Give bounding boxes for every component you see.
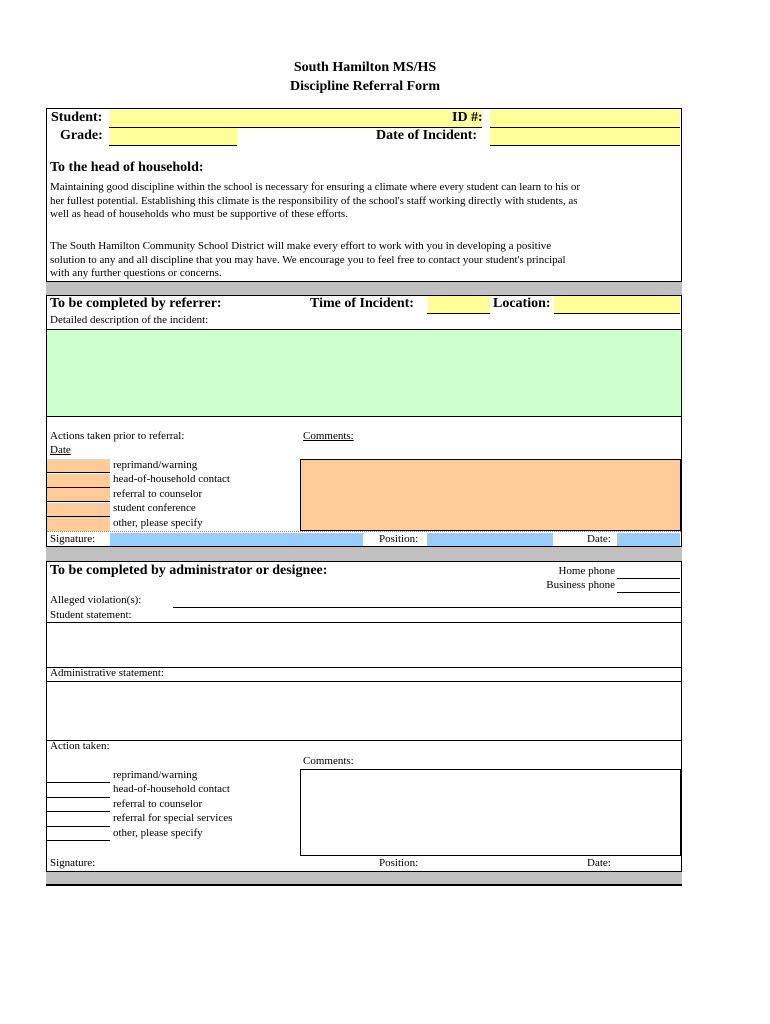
action-item: other, please specify [113, 517, 203, 529]
school-name: South Hamilton MS/HS [293, 60, 437, 75]
text-line: The South Hamilton Community School District will make every effort to work with you in developing a positive [50, 240, 552, 252]
admin-action-date-field[interactable] [47, 783, 110, 798]
text-line: solution to any and all discipline that you may have. We encourage you to feel free to contact your student's principal [50, 253, 566, 266]
action-item: student conference [113, 502, 196, 514]
action-item: referral to counselor [113, 488, 203, 500]
admin-action-date-field[interactable] [47, 827, 110, 841]
admin-date-label: Date: [587, 857, 611, 869]
student-statement-label: Student statement: [50, 609, 132, 621]
student-field[interactable] [109, 110, 482, 128]
action-taken-label: Action taken: [50, 740, 110, 752]
separator-bar [46, 547, 682, 561]
date-of-incident-field[interactable] [490, 128, 680, 146]
grade-label: Grade: [60, 128, 103, 143]
text-line: with any further questions or concerns. [50, 267, 222, 279]
action-item: reprimand/warning [113, 459, 198, 471]
action-item: head-of-household contact [113, 473, 230, 485]
description-label: Detailed description of the incident: [50, 314, 209, 326]
admin-signature-label: Signature: [50, 857, 96, 869]
signature-row-divider [47, 531, 681, 532]
student-label: Student: [51, 110, 103, 125]
admin-action-item: referral to counselor [113, 798, 203, 810]
separator-bar [46, 282, 682, 295]
admin-position-label: Position: [379, 857, 419, 869]
admin-action-date-field[interactable] [47, 812, 110, 827]
admin-statement-field[interactable] [47, 681, 681, 741]
admin-action-date-field[interactable] [47, 798, 110, 812]
admin-comments-field[interactable] [300, 769, 681, 856]
form-title: Discipline Referral Form [289, 79, 441, 94]
position-label: Position: [379, 533, 419, 545]
home-phone-field[interactable] [617, 564, 680, 579]
admin-action-item: referral for special services [113, 812, 233, 824]
alleged-violations-field[interactable] [173, 594, 681, 608]
student-statement-field[interactable] [47, 622, 681, 668]
text-line: her fullest potential. Establishing this climate is the responsibility of the school's staff working directly with students, as [50, 194, 578, 207]
admin-heading: To be completed by administrator or designee: [50, 563, 328, 578]
action-date-field[interactable] [47, 488, 110, 502]
date-column-label: Date [50, 444, 71, 456]
admin-statement-label: Administrative statement: [50, 667, 164, 679]
household-paragraph-1 [50, 181, 680, 222]
comments-field[interactable] [300, 459, 681, 531]
alleged-violations-label: Alleged violation(s): [50, 594, 142, 606]
action-date-field[interactable] [47, 503, 110, 517]
admin-action-item: head-of-household contact [113, 783, 230, 795]
location-label: Location: [493, 296, 551, 311]
action-date-field[interactable] [47, 517, 110, 531]
time-of-incident-field[interactable] [427, 296, 490, 314]
business-phone-label: Business phone [546, 579, 615, 591]
location-field[interactable] [554, 296, 680, 314]
time-of-incident-label: Time of Incident: [310, 296, 414, 311]
admin-action-item: other, please specify [113, 827, 203, 839]
description-field[interactable] [47, 329, 681, 417]
date-of-incident-label: Date of Incident: [376, 128, 478, 143]
referrer-heading: To be completed by referrer: [50, 296, 222, 311]
admin-action-item: reprimand/warning [113, 769, 198, 781]
date-field[interactable] [617, 533, 680, 546]
comments-label: Comments: [303, 430, 354, 442]
text-line: Maintaining good discipline within the school is necessary for ensuring a climate where every student can learn to his or [50, 181, 580, 193]
household-paragraph-2 [50, 240, 680, 281]
signature-field[interactable] [110, 533, 363, 546]
actions-prior-label: Actions taken prior to referral: [50, 430, 185, 442]
home-phone-label: Home phone [558, 565, 615, 577]
footer-bar [46, 872, 682, 886]
household-heading: To the head of household: [50, 160, 204, 175]
id-field[interactable] [490, 110, 680, 128]
admin-comments-label: Comments: [303, 755, 354, 767]
action-date-field[interactable] [47, 459, 110, 473]
grade-field[interactable] [109, 128, 237, 146]
date-label: Date: [587, 533, 611, 545]
action-date-field[interactable] [47, 474, 110, 488]
admin-action-date-field[interactable] [47, 769, 110, 783]
text-line: well as head of households who must be supportive of these efforts. [50, 208, 348, 220]
position-field[interactable] [427, 533, 553, 546]
signature-label: Signature: [50, 533, 96, 545]
id-label: ID #: [452, 110, 483, 125]
business-phone-field[interactable] [617, 578, 680, 593]
